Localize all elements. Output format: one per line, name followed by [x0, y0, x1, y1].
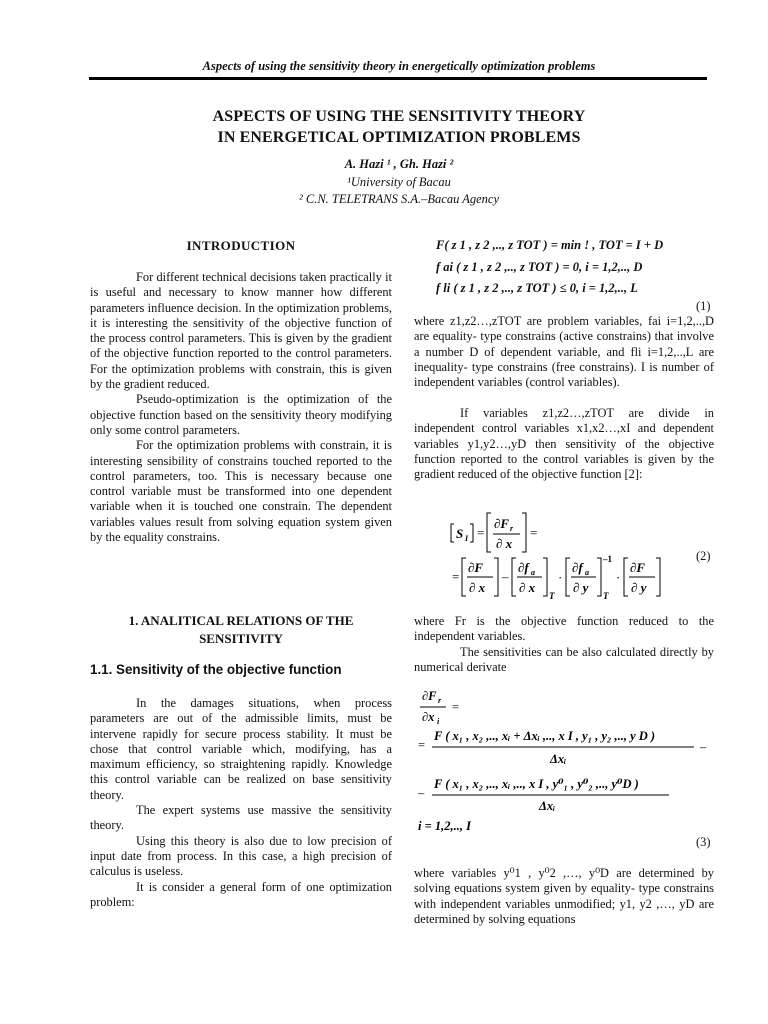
section-paragraph-4: It is consider a general form of one optimization problem: [90, 879, 392, 909]
equation-3 [414, 684, 714, 834]
svg-text:=: = [452, 569, 460, 584]
equation-3-number: (3) [696, 835, 711, 849]
svg-text:T: T [603, 591, 609, 600]
section-paragraph-2: The expert systems use massive the sensitivity theory. [90, 803, 392, 833]
intro-paragraph-2: Pseudo-optimization is the optimization of the objective function based on the sensitivity theory modifying only some control parameters. [90, 392, 392, 437]
svg-text:∂F: ∂F [468, 560, 484, 575]
sensitivities-text: The sensitivities can be also calculated directly by numerical derivate [414, 645, 714, 675]
svg-text:r: r [438, 696, 442, 705]
title-line-2: IN ENERGETICAL OPTIMIZATION PROBLEMS [217, 129, 581, 146]
svg-text:∂F: ∂F [422, 689, 437, 703]
svg-text:∂f: ∂f [518, 560, 529, 575]
section-paragraph-3: Using this theory is also due to low precision of input date from process. In this case, a high precision of calculus is useless. [90, 833, 392, 879]
sensitivities-paragraph [414, 645, 714, 676]
svg-text:=: = [452, 700, 460, 714]
svg-text:=: = [477, 525, 485, 540]
header-rule [89, 77, 707, 80]
svg-text:·: · [558, 570, 563, 585]
equation-2 [450, 508, 690, 600]
svg-text:∂ x: ∂ x [469, 580, 486, 595]
svg-text:–: – [418, 786, 425, 800]
svg-text:∂ y: ∂ y [631, 580, 647, 595]
authors: A. Hazi ¹ , Gh. Hazi ² [344, 157, 454, 171]
svg-text:a: a [531, 568, 535, 577]
equation-1-number: (1) [696, 299, 711, 313]
svg-text:∂F: ∂F [494, 516, 510, 531]
where-paragraph-2: where Fr is the objective function reduced to the independent variables. [414, 614, 714, 644]
svg-text:a: a [585, 568, 589, 577]
equation-2-number: (2) [696, 549, 711, 563]
svg-text:S: S [456, 526, 464, 541]
svg-text:Δxᵢ: Δxᵢ [550, 752, 567, 766]
introduction-heading: INTRODUCTION [186, 238, 296, 253]
svg-text:I: I [465, 534, 469, 543]
svg-text:i = 1,2,.., I: i = 1,2,.., I [418, 819, 471, 833]
section-1-heading: 1. ANALITICAL RELATIONS OF THE SENSITIVITY [128, 613, 354, 646]
equation-1-line-1: F( z 1 , z 2 ,.., z TOT ) = min ! , TOT = I + D [436, 238, 664, 252]
where-paragraph-1: where z1,z2…,zTOT are problem variables, fai i=1,2,..,D are equality- type constrains (active constrains) that involve a number D of dependent variable, and fli i=1,2,..,L are inequality- type constrains (free constrains). I is number of independent variables (control variables). [414, 314, 714, 390]
svg-text:–1: –1 [603, 554, 612, 564]
paper-title [90, 106, 708, 148]
if-paragraph-text: If variables z1,z2…,zTOT are divide in independent control variables x1,x2…,xI and dependent variables y1,y2…,yD then sensitivity of the objective function reported to the control variables is given by the gradient reduced of the objective function [2]: [414, 406, 714, 482]
section-1-1-body [90, 696, 392, 910]
svg-text:∂ x: ∂ x [496, 536, 513, 551]
intro-paragraph-3: For the optimization problems with constrain, it is interesting sensibility of constrains touched reported to the control parameters, too. This is necessary because one control variable must be transformed into one dependent variable when it is touched one constrain. The dependent variables values result from solving equation system given by the equality constrains. [90, 438, 392, 545]
svg-text:∂ x: ∂ x [519, 580, 536, 595]
section-paragraph-1: In the damages situations, when process parameters are out of the admissible limits, must be intervene rapidly for secure process stability. It must be chose that control variable which, modifying, has a maximum efficiency, so straightening rapidly. Knowledge this control variable can be realized on base sensitivity theory. [90, 696, 392, 802]
intro-paragraph-1: For different technical decisions taken practically it is useful and necessary to know manner how different parameters influence decision. In the optimization problems, it is interesting the sensitivity of the objective function of the process control parameters. This is given by the gradient of the objective function reported to the control parameters. For the optimization problems with constrain, this is given by the gradient reduced. [90, 270, 392, 392]
equation-1-line-3: f li ( z 1 , z 2 ,.., z TOT ) ≤ 0, i = 1,2,.., L [436, 281, 638, 295]
equation-1-line-2: f ai ( z 1 , z 2 ,.., z TOT ) = 0, i = 1,2,.., D [436, 260, 643, 274]
svg-text:–: – [502, 569, 509, 584]
svg-text:F ( x₁ , x₂ ,.., xᵢ ,.., x I ,: F ( x₁ , x₂ ,.., xᵢ ,.., x I , y⁰₁ , y⁰₂ ,.., y⁰D ) [434, 777, 639, 791]
svg-text:Δxᵢ: Δxᵢ [539, 799, 556, 813]
svg-text:F ( x₁ , x₂ ,.., xᵢ + Δxᵢ ,..,: F ( x₁ , x₂ ,.., xᵢ + Δxᵢ ,.., x I , y₁ , y₂ ,.., y D ) [434, 729, 656, 743]
svg-text:i: i [437, 717, 440, 726]
svg-text:–: – [700, 740, 707, 754]
where-paragraph-3: where variables y⁰1 , y⁰2 ,…, y⁰D are determined by solving equations system given by equality- type constrains with independent variables unmodified; y1, y2 ,…, yD are determined by solving equations [414, 866, 714, 926]
running-header: Aspects of using the sensitivity theory in energetically optimization problems [202, 59, 596, 73]
section-1-1-heading: 1.1. Sensitivity of the objective function [90, 662, 342, 677]
if-paragraph [414, 406, 714, 482]
svg-text:∂f: ∂f [572, 560, 583, 575]
affiliation-2: ² C.N. TELETRANS S.A.–Bacau Agency [298, 192, 500, 206]
svg-text:=: = [418, 738, 426, 752]
svg-text:∂x: ∂x [422, 710, 435, 724]
introduction-body [90, 270, 392, 545]
title-line-1: ASPECTS OF USING THE SENSITIVITY THEORY [212, 108, 586, 125]
svg-text:∂F: ∂F [630, 560, 646, 575]
svg-text:·: · [616, 570, 621, 585]
svg-text:=: = [530, 525, 538, 540]
svg-text:r: r [510, 524, 514, 533]
svg-text:∂ y: ∂ y [573, 580, 589, 595]
affiliation-1: ¹University of Bacau [347, 175, 451, 189]
svg-text:T: T [549, 591, 555, 600]
